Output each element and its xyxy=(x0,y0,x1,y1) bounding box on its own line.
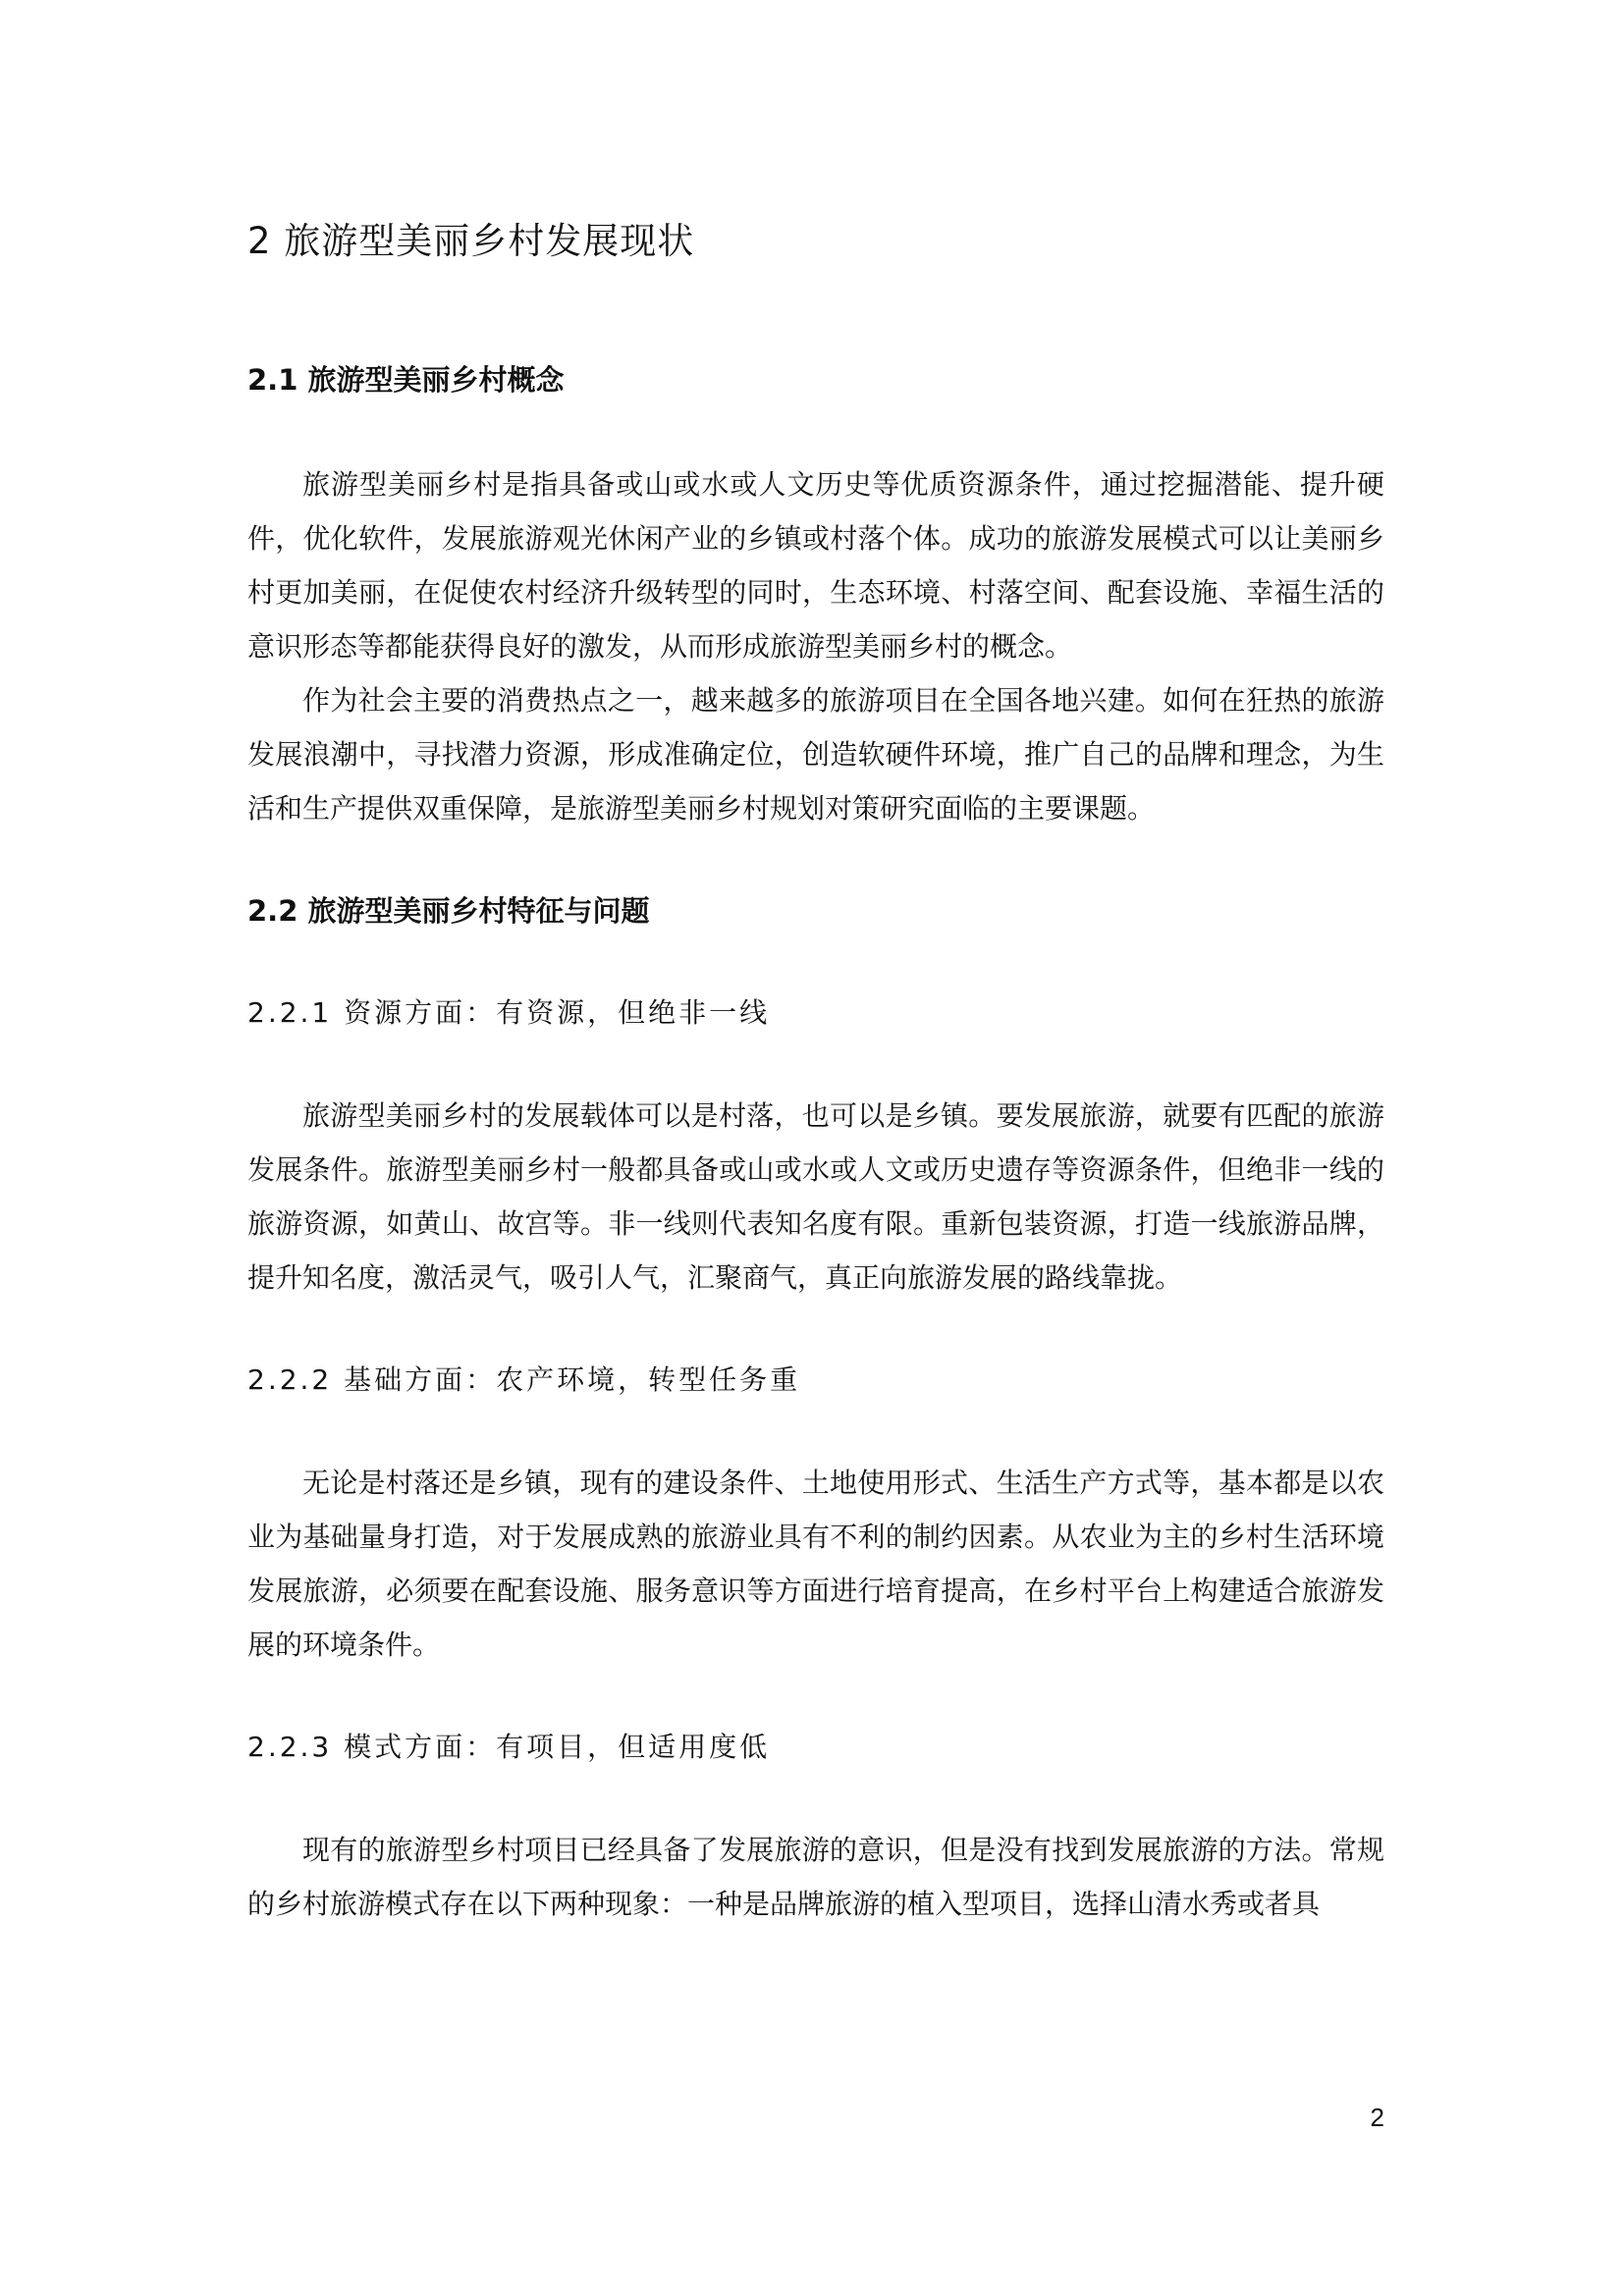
section-heading-2-2: 2.2 旅游型美丽乡村特征与问题 xyxy=(247,894,650,928)
paragraph: 现有的旅游型乡村项目已经具备了发展旅游的意识，但是没有找到发展旅游的方法。常规的乡村旅游模式存在以下两种现象：一种是品牌旅游的植入型项目，选择山清水秀或者具 xyxy=(247,1834,1384,1920)
paragraph: 旅游型美丽乡村是指具备或山或水或人文历史等优质资源条件，通过挖掘潜能、提升硬件，优化软件，发展旅游观光休闲产业的乡镇或村落个体。成功的旅游发展模式可以让美丽乡村更加美丽，在促使农村经济升级转型的同时，生态环境、村落空间、配套设施、幸福生活的意识形态等都能获得良好的激发，从而形成旅游型美丽乡村的概念。 xyxy=(247,468,1384,663)
subsection-heading-2-2-1: 2.2.1 资源方面：有资源，但绝非一线 xyxy=(247,996,771,1029)
paragraph: 旅游型美丽乡村的发展载体可以是村落，也可以是乡镇。要发展旅游，就要有匹配的旅游发展条件。旅游型美丽乡村一般都具备或山或水或人文或历史遗存等资源条件，但绝非一线的旅游资源，如黄山、故宫等。非一线则代表知名度有限。重新包装资源，打造一线旅游品牌，提升知名度，激活灵气，吸引人气，汇聚商气，真正向旅游发展的路线靠拢。 xyxy=(247,1099,1384,1294)
page-content xyxy=(247,212,1384,1931)
chapter-title: 2 旅游型美丽乡村发展现状 xyxy=(247,220,695,262)
paragraph: 无论是村落还是乡镇，现有的建设条件、土地使用形式、生活生产方式等，基本都是以农业为基础量身打造，对于发展成熟的旅游业具有不利的制约因素。从农业为主的乡村生活环境发展旅游，必须要在配套设施、服务意识等方面进行培育提高，在乡村平台上构建适合旅游发展的环境条件。 xyxy=(247,1467,1384,1661)
page-number: 2 xyxy=(1370,2103,1384,2132)
section-heading-2-1: 2.1 旅游型美丽乡村概念 xyxy=(247,363,565,397)
subsection-heading-2-2-2: 2.2.2 基础方面：农产环境，转型任务重 xyxy=(247,1363,801,1396)
paragraph: 作为社会主要的消费热点之一，越来越多的旅游项目在全国各地兴建。如何在狂热的旅游发展浪潮中，寻找潜力资源，形成准确定位，创造软硬件环境，推广自己的品牌和理念，为生活和生产提供双重保障，是旅游型美丽乡村规划对策研究面临的主要课题。 xyxy=(247,684,1384,825)
subsection-heading-2-2-3: 2.2.3 模式方面：有项目，但适用度低 xyxy=(247,1731,771,1763)
